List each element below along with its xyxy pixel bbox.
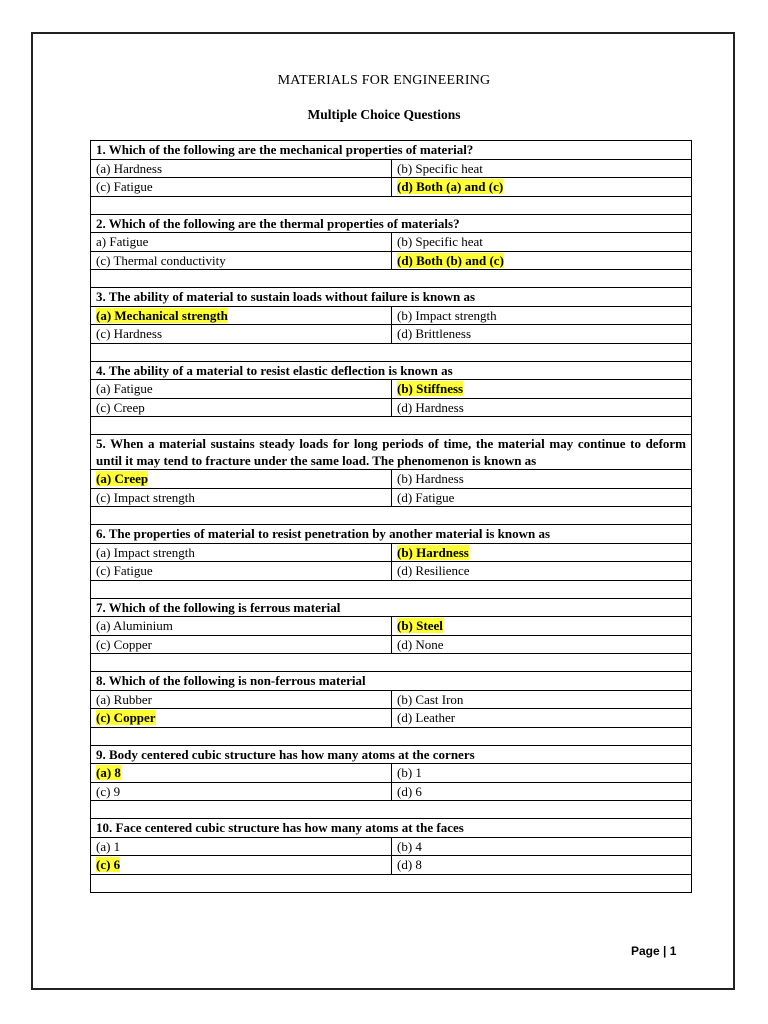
option-cell [91, 325, 392, 344]
option-cell [392, 398, 692, 417]
option-text: (b) 4 [397, 838, 422, 854]
spacer-row [91, 727, 692, 745]
option-cell [392, 543, 692, 562]
spacer-row [91, 654, 692, 672]
option-cell [392, 233, 692, 252]
option-row [91, 764, 692, 783]
option-cell [392, 488, 692, 507]
option-cell [91, 159, 392, 178]
option-text: (c) Creep [96, 399, 145, 415]
document-subtitle: Multiple Choice Questions [307, 107, 461, 122]
option-text: (a) Aluminium [96, 618, 173, 633]
option-row [91, 470, 692, 489]
question-text: 2. Which of the following are the thermal properties of materials? [91, 214, 692, 233]
option-row [91, 635, 692, 654]
option-cell [91, 856, 392, 875]
correct-answer: (c) 6 [96, 857, 121, 872]
option-cell [392, 856, 692, 875]
option-cell [392, 380, 692, 399]
spacer-cell [91, 727, 692, 745]
option-cell [392, 837, 692, 856]
question-row [91, 672, 692, 691]
option-text: (c) Copper [96, 636, 152, 652]
option-text: (d) 8 [397, 857, 422, 872]
option-text: (d) Leather [397, 710, 456, 725]
option-cell [392, 251, 692, 270]
question-row [91, 435, 692, 470]
mcq-table [90, 140, 692, 893]
option-row [91, 837, 692, 856]
option-row [91, 709, 692, 728]
option-row [91, 562, 692, 581]
option-row [91, 178, 692, 197]
spacer-cell [91, 654, 692, 672]
question-text: 3. The ability of material to sustain loads without failure is known as [91, 288, 692, 307]
option-cell [91, 380, 392, 399]
option-row [91, 398, 692, 417]
spacer-cell [91, 580, 692, 598]
option-row [91, 233, 692, 252]
spacer-row [91, 343, 692, 361]
option-cell [91, 543, 392, 562]
option-row [91, 782, 692, 801]
option-text: (a) 1 [96, 838, 121, 854]
spacer-cell [91, 801, 692, 819]
option-cell [91, 562, 392, 581]
option-text: (b) Impact strength [397, 307, 497, 323]
option-text: (b) Hardness [397, 471, 464, 486]
option-cell [91, 709, 392, 728]
option-cell [91, 635, 392, 654]
option-cell [392, 709, 692, 728]
correct-answer: (d) Both (a) and (c) [397, 179, 504, 194]
question-text: 9. Body centered cubic structure has how many atoms at the corners [91, 745, 692, 764]
option-cell [91, 470, 392, 489]
option-cell [91, 837, 392, 856]
option-cell [392, 159, 692, 178]
correct-answer: (b) Stiffness [397, 381, 464, 396]
spacer-cell [91, 270, 692, 288]
option-row [91, 690, 692, 709]
option-row [91, 543, 692, 562]
option-text: (d) 6 [397, 783, 422, 799]
question-row [91, 819, 692, 838]
question-text: 7. Which of the following is ferrous material [91, 598, 692, 617]
option-row [91, 159, 692, 178]
option-text: (d) Brittleness [397, 326, 472, 341]
spacer-cell [91, 417, 692, 435]
option-cell [392, 764, 692, 783]
question-text: 1. Which of the following are the mechanical properties of material? [91, 141, 692, 160]
spacer-cell [91, 196, 692, 214]
option-text: (c) Impact strength [96, 489, 195, 505]
spacer-cell [91, 343, 692, 361]
option-cell [91, 782, 392, 801]
correct-answer: (a) Creep [96, 471, 149, 486]
question-text: 6. The properties of material to resist penetration by another material is known as [91, 525, 692, 544]
option-row [91, 251, 692, 270]
question-row [91, 361, 692, 380]
option-text: (a) Hardness [96, 160, 163, 176]
option-text: (d) None [397, 636, 444, 652]
option-row [91, 617, 692, 636]
option-cell [392, 635, 692, 654]
question-text: 8. Which of the following is non-ferrous material [91, 672, 692, 691]
correct-answer: (c) Copper [96, 710, 156, 725]
option-cell [91, 764, 392, 783]
option-text: (c) Fatigue [96, 179, 153, 194]
option-cell [91, 306, 392, 325]
option-cell [392, 306, 692, 325]
question-row [91, 745, 692, 764]
option-cell [392, 617, 692, 636]
correct-answer: (d) Both (b) and (c) [397, 252, 504, 268]
option-text: (b) Cast Iron [397, 691, 464, 707]
option-cell [392, 782, 692, 801]
question-text: 10. Face centered cubic structure has how many atoms at the faces [91, 819, 692, 838]
spacer-row [91, 270, 692, 288]
question-text: 5. When a material sustains steady loads for long periods of time, the material may continue to deform until it may tend to fracture under the same load. The phenomenon is known as [91, 435, 692, 470]
option-text: (d) Hardness [397, 399, 464, 415]
option-cell [91, 617, 392, 636]
spacer-row [91, 874, 692, 892]
spacer-row [91, 417, 692, 435]
question-row [91, 141, 692, 160]
option-text: (a) Rubber [96, 691, 152, 707]
correct-answer: (a) 8 [96, 765, 121, 780]
spacer-row [91, 580, 692, 598]
spacer-row [91, 196, 692, 214]
option-cell [392, 562, 692, 581]
correct-answer: (a) Mechanical strength [96, 307, 228, 323]
option-text: (c) Hardness [96, 326, 163, 341]
option-text: (b) Specific heat [397, 234, 483, 249]
option-row [91, 488, 692, 507]
option-cell [91, 488, 392, 507]
option-row [91, 306, 692, 325]
option-cell [91, 233, 392, 252]
option-cell [91, 398, 392, 417]
option-cell [91, 178, 392, 197]
option-text: (a) Impact strength [96, 544, 195, 560]
spacer-row [91, 507, 692, 525]
question-row [91, 598, 692, 617]
option-text: (b) 1 [397, 765, 422, 780]
option-row [91, 380, 692, 399]
correct-answer: (b) Steel [397, 618, 443, 633]
option-cell [392, 178, 692, 197]
question-row [91, 288, 692, 307]
spacer-cell [91, 874, 692, 892]
question-text: 4. The ability of a material to resist elastic deflection is known as [91, 361, 692, 380]
option-text: (b) Specific heat [397, 160, 483, 176]
option-cell [392, 690, 692, 709]
option-cell [91, 690, 392, 709]
question-row [91, 214, 692, 233]
spacer-row [91, 801, 692, 819]
option-cell [392, 470, 692, 489]
option-row [91, 325, 692, 344]
question-row [91, 525, 692, 544]
option-cell [392, 325, 692, 344]
document-title: MATERIALS FOR ENGINEERING [277, 73, 491, 88]
option-text: a) Fatigue [96, 234, 149, 249]
spacer-cell [91, 507, 692, 525]
option-text: (c) Thermal conductivity [96, 252, 226, 268]
option-cell [91, 251, 392, 270]
option-text: (c) Fatigue [96, 563, 153, 578]
correct-answer: (b) Hardness [397, 544, 469, 560]
option-text: (a) Fatigue [96, 381, 153, 396]
option-text: (c) 9 [96, 783, 121, 799]
option-row [91, 856, 692, 875]
option-text: (d) Resilience [397, 563, 470, 578]
page-number: Page | 1 [631, 944, 677, 958]
option-text: (d) Fatigue [397, 489, 455, 505]
